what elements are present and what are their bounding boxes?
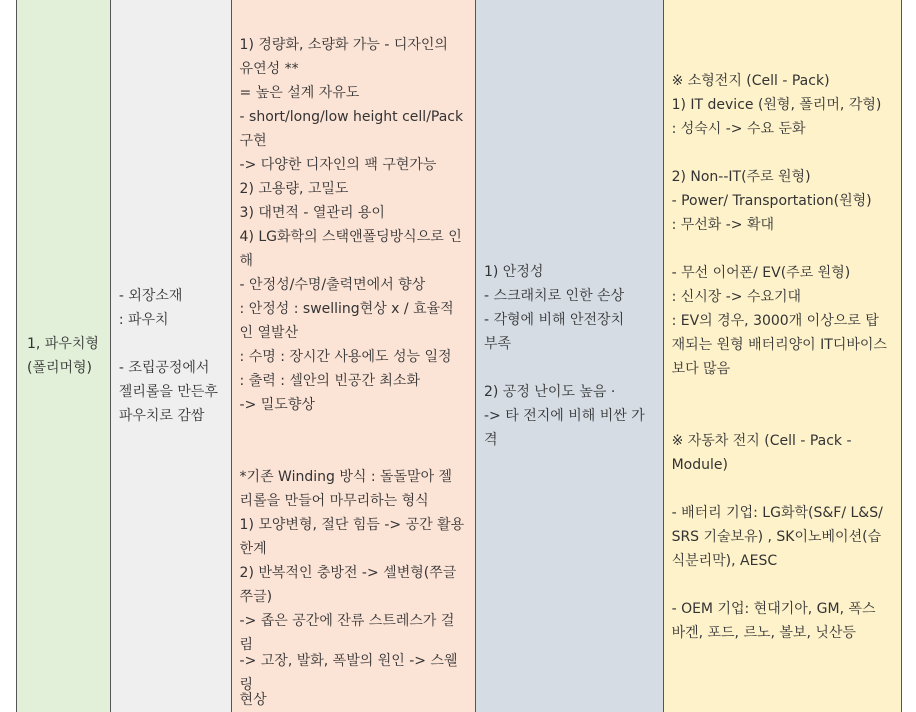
text-line: 식분리막), AESC xyxy=(671,553,778,569)
text-line: 1) 안정성 xyxy=(483,264,544,280)
text-line: SRS 기술보유) , SK이노베이션(습 xyxy=(671,529,882,545)
text-line: - 안정성/수명/출력면에서 향상 xyxy=(239,277,426,293)
text-line: ※ 자동차 전지 (Cell - Pack - xyxy=(671,433,852,449)
text-line: 파우치로 감쌈 xyxy=(118,408,205,424)
text-line: 리롤을 만들어 마무리하는 형식 xyxy=(239,493,429,509)
text-line: - short/long/low height cell/Pack xyxy=(239,109,464,125)
text-line: 부족 xyxy=(483,336,512,352)
structure-cell xyxy=(111,0,232,712)
text-line: - 배터리 기업: LG화학(S&F/ L&S/ xyxy=(671,505,883,521)
text-line: 3) 대면적 - 열관리 용이 xyxy=(239,205,385,221)
text-line xyxy=(119,332,223,356)
text-line xyxy=(672,573,893,597)
text-line: 한계 xyxy=(239,541,267,557)
text-line: -> 다양한 디자인의 팩 구현가능 xyxy=(239,157,437,173)
text-line: -> 고장, 발화, 폭발의 원인 -> 스웰링 xyxy=(239,652,458,693)
cell-type-name-cell xyxy=(17,0,111,712)
advantages-cell xyxy=(232,0,476,712)
text-line: 해 xyxy=(239,253,254,269)
text-line: 4) LG화학의 스택앤폴딩방식으로 인 xyxy=(239,229,462,245)
battery-comparison-table xyxy=(16,0,902,712)
text-line: 유연성 ** xyxy=(239,61,299,77)
text-line: 인 열발산 xyxy=(239,325,299,341)
text-line: 1) IT device (원형, 폴리머, 각형) xyxy=(671,97,882,113)
text-line: - 각형에 비해 안전장치 xyxy=(483,312,625,328)
text-line: : 수명 : 장시간 사용에도 성능 일정 xyxy=(239,349,452,365)
text-line xyxy=(672,381,893,405)
text-line: (폴리머형) xyxy=(27,360,93,376)
text-line: 2) 고용량, 고밀도 xyxy=(239,181,349,197)
text-line xyxy=(240,417,467,441)
text-line: ※ 소형전지 (Cell - Pack) xyxy=(671,73,830,89)
text-line: - OEM 기업: 현대기아, GM, 폭스 xyxy=(671,601,876,617)
text-line: - 무선 이어폰/ EV(주로 원형) xyxy=(671,265,851,281)
text-line xyxy=(484,356,655,380)
text-line: = 높은 설계 자유도 xyxy=(239,85,360,101)
text-line xyxy=(672,405,893,429)
text-line: 쭈글) xyxy=(239,589,273,605)
text-line: Module) xyxy=(671,457,728,473)
text-line: : EV의 경우, 3000개 이상으로 탑 xyxy=(671,313,879,329)
text-line xyxy=(240,441,467,465)
text-line: 구현 xyxy=(239,133,267,149)
text-line: : 성숙시 -> 수요 둔화 xyxy=(671,121,806,137)
text-line: : 파우치 xyxy=(118,312,169,328)
text-line: 보다 많음 xyxy=(671,361,731,377)
market-cell xyxy=(664,0,901,712)
text-line: *기존 Winding 방식 : 돌돌말아 젤 xyxy=(239,469,453,485)
text-line: : 안정성 : swelling현상 x / 효율적 xyxy=(239,301,454,317)
text-line: 1) 경량화, 소량화 가능 - 디자인의 xyxy=(239,37,448,53)
text-line: -> 좁은 공간에 잔류 스트레스가 걸림 xyxy=(239,613,455,653)
text-line: - Power/ Transportation(원형) xyxy=(671,193,872,209)
text-line: 2) 공정 난이도 높음 · xyxy=(483,384,616,400)
text-line xyxy=(672,141,893,165)
text-line: : 무선화 -> 확대 xyxy=(671,217,775,233)
text-line: 젤리롤을 만든후 xyxy=(118,384,218,400)
text-line: 2) 반복적인 충방전 -> 셀변형(쭈글 xyxy=(239,565,457,581)
text-line: : 출력 : 셀안의 빈공간 최소화 xyxy=(239,373,420,389)
text-line: - 외장소재 xyxy=(118,288,183,304)
text-line: - 스크래치로 인한 손상 xyxy=(483,288,625,304)
text-line xyxy=(672,477,893,501)
text-line: - 조립공정에서 xyxy=(118,360,210,376)
text-line: -> 타 전지에 비해 비싼 가 xyxy=(483,408,645,424)
text-line: 1, 파우치형 xyxy=(27,336,99,352)
text-line: 바겐, 포드, 르노, 볼보, 닛산등 xyxy=(671,625,856,641)
text-line: 1) 모양변형, 절단 힘듬 -> 공간 활용 xyxy=(239,517,465,533)
text-line: -> 밀도향상 xyxy=(239,397,315,413)
text-line: : 신시장 -> 수요기대 xyxy=(671,289,802,305)
disadvantages-cell xyxy=(476,0,664,712)
text-line: 재되는 원형 배터리양이 IT디바이스 xyxy=(671,337,887,353)
text-line: 2) Non--IT(주로 원형) xyxy=(671,169,811,185)
text-line: 현상 xyxy=(239,692,267,708)
text-line: 격 xyxy=(483,432,498,448)
text-line xyxy=(672,237,893,261)
